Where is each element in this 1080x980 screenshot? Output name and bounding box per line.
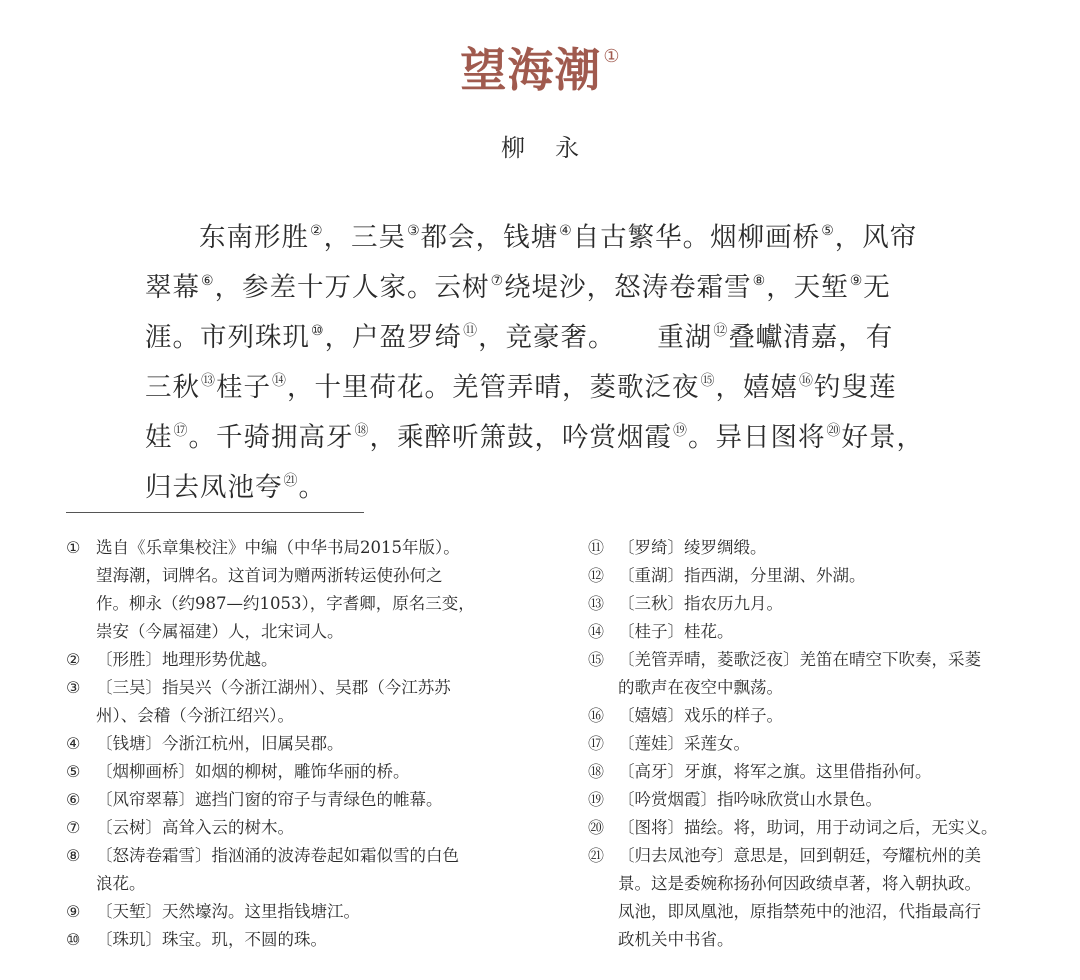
poem-text: ，参差十万人家。云树 <box>214 272 490 303</box>
footnote-item <box>588 590 1048 618</box>
footnote-number: ⑱ <box>588 762 605 781</box>
footnote-text <box>618 618 1048 646</box>
poem-text: 无 <box>863 272 891 303</box>
poem-text: ，天堑 <box>766 272 849 303</box>
poem-body <box>145 206 935 506</box>
footnote-line: 景。这是委婉称扬孙何因政绩卓著，将入朝执政。 <box>618 874 981 893</box>
title-footnote-mark: ① <box>603 46 620 67</box>
footnote-line: 〔嬉嬉〕戏乐的样子。 <box>618 706 783 725</box>
footnote-line: 〔钱塘〕今浙江杭州，旧属吴郡。 <box>96 734 344 753</box>
poem-text: 桂子 <box>216 372 271 403</box>
footnote-number: ⑪ <box>588 538 605 557</box>
footnote-line: 州）、会稽（今浙江绍兴）。 <box>96 706 294 725</box>
footnote-number: ③ <box>66 678 81 697</box>
poem-text: ，户盈罗绮 <box>324 322 463 353</box>
footnote-mark: ⑳ <box>826 423 841 439</box>
footnote-mark: ⑥ <box>201 273 214 289</box>
footnote-line: 〔云树〕高耸入云的树木。 <box>96 818 294 837</box>
footnote-item <box>588 786 1048 814</box>
footnote-line: 〔重湖〕指西湖，分里湖、外湖。 <box>618 566 866 585</box>
footnote-line: 〔三吴〕指吴兴（今浙江湖州）、吴郡（今江苏苏 <box>96 678 451 697</box>
footnote-mark: ㉑ <box>283 473 298 489</box>
footnote-mark: ⑱ <box>354 423 369 439</box>
footnote-line: 〔莲娃〕采莲女。 <box>618 734 750 753</box>
footnote-line: 〔吟赏烟霞〕指吟咏欣赏山水景色。 <box>618 790 882 809</box>
footnote-item <box>66 926 526 954</box>
footnote-mark: ⑧ <box>752 273 766 289</box>
footnote-text <box>618 534 1048 562</box>
footnotes-left-column <box>66 534 526 954</box>
footnote-line: 〔天堑〕天然壕沟。这里指钱塘江。 <box>96 902 360 921</box>
poem-text: 叠巘清嘉，有 <box>728 322 894 353</box>
footnote-line: 〔珠玑〕珠宝。玑，不圆的珠。 <box>96 930 327 949</box>
footnote-line: 凤池，即凤凰池，原指禁苑中的池沼，代指最高行 <box>618 902 981 921</box>
poem-text: ，竞豪奢。 重湖 <box>478 322 713 353</box>
poem-line <box>145 406 935 456</box>
footnote-number: ⑦ <box>66 818 81 837</box>
footnote-item <box>588 702 1048 730</box>
footnote-mark: ③ <box>407 223 420 239</box>
footnote-number: ⑬ <box>588 594 605 613</box>
poem-line <box>145 456 935 506</box>
footnote-item <box>588 534 1048 562</box>
footnote-text <box>618 758 1048 786</box>
footnote-line: 〔烟柳画桥〕如烟的柳树，雕饰华丽的桥。 <box>96 762 410 781</box>
footnote-text <box>96 534 526 646</box>
footnote-text <box>96 786 526 814</box>
footnote-number: ⑲ <box>588 790 605 809</box>
footnote-number: ⑩ <box>66 930 81 949</box>
footnote-line: 作。柳永（约987—约1053），字耆卿，原名三变， <box>96 594 475 613</box>
poem-text: ，乘醉听箫鼓，吟赏烟霞 <box>369 422 672 453</box>
footnote-mark: ⑨ <box>849 273 863 289</box>
footnote-mark: ⑯ <box>799 373 813 389</box>
footnote-text <box>618 702 1048 730</box>
footnote-text <box>618 646 1048 702</box>
footnote-text <box>618 842 1048 954</box>
footnote-number: ④ <box>66 734 81 753</box>
footnote-mark: ② <box>310 223 323 239</box>
footnote-number: ⑥ <box>66 790 81 809</box>
footnote-item <box>66 814 526 842</box>
footnote-item <box>66 758 526 786</box>
footnote-line: 望海潮，词牌名。这首词为赠两浙转运使孙何之 <box>96 566 443 585</box>
footnote-line: 〔图将〕描绘。将，助词，用于动词之后，无实义。 <box>618 818 998 837</box>
footnote-line: 〔羌管弄晴，菱歌泛夜〕羌笛在晴空下吹奏，采菱 <box>618 650 981 669</box>
footnote-text <box>96 814 526 842</box>
footnote-mark: ⑰ <box>173 423 188 439</box>
poem-text: 绕堤沙，怒涛卷霜雪 <box>504 272 752 303</box>
footnote-line: 〔桂子〕桂花。 <box>618 622 734 641</box>
poem-text: 涯。市列珠玑 <box>145 322 310 353</box>
footnote-number: ⑭ <box>588 622 605 641</box>
poem-text: 。 <box>298 472 326 503</box>
footnote-number: ② <box>66 650 81 669</box>
footnote-number: ⑨ <box>66 902 81 921</box>
footnote-mark: ⑬ <box>201 373 215 389</box>
footnote-text <box>618 590 1048 618</box>
footnote-number: ⑰ <box>588 734 605 753</box>
footnote-item <box>588 646 1048 702</box>
poem-line <box>145 206 935 256</box>
poem-text: ，三吴 <box>323 222 407 253</box>
footnote-number: ⑤ <box>66 762 81 781</box>
footnote-line: 〔怒涛卷霜雪〕指汹涌的波涛卷起如霜似雪的白色 <box>96 846 459 865</box>
poem-text: 归去凤池夸 <box>145 472 283 503</box>
footnote-line: 政机关中书省。 <box>618 930 734 949</box>
footnote-line: 的歌声在夜空中飘荡。 <box>618 678 783 697</box>
footnote-item <box>588 618 1048 646</box>
poem-text: 东南形胜 <box>199 222 309 253</box>
footnote-number: ⑧ <box>66 846 81 865</box>
footnote-text <box>618 814 1048 842</box>
footnote-item <box>66 898 526 926</box>
poem-text: 钓叟莲 <box>814 372 897 403</box>
footnote-item <box>588 758 1048 786</box>
footnote-text <box>618 562 1048 590</box>
footnote-item <box>588 562 1048 590</box>
footnote-item <box>588 814 1048 842</box>
footnote-number: ㉑ <box>588 846 605 865</box>
footnote-line: 〔三秋〕指农历九月。 <box>618 594 783 613</box>
footnote-item <box>588 730 1048 758</box>
poem-line <box>145 256 935 306</box>
footnote-mark: ⑫ <box>713 323 728 339</box>
poem-line <box>145 306 935 356</box>
poem-text: ，嬉嬉 <box>715 372 798 403</box>
footnote-number: ⑯ <box>588 706 605 725</box>
footnote-item <box>588 842 1048 954</box>
poem-title: 望海潮 <box>460 43 602 97</box>
poem-text: ，风帘 <box>834 222 918 253</box>
poem-text: 娃 <box>145 422 173 453</box>
footnote-mark: ⑭ <box>272 373 286 389</box>
footnote-line: 〔高牙〕牙旗，将军之旗。这里借指孙何。 <box>618 762 932 781</box>
footnote-text <box>618 730 1048 758</box>
footnote-item <box>66 842 526 898</box>
footnote-mark: ④ <box>559 223 572 239</box>
footnote-line: 崇安（今属福建）人，北宋词人。 <box>96 622 344 641</box>
footnote-mark: ⑤ <box>821 223 834 239</box>
footnote-line: 〔风帘翠幕〕遮挡门窗的帘子与青绿色的帷幕。 <box>96 790 443 809</box>
footnote-line: 〔罗绮〕绫罗绸缎。 <box>618 538 767 557</box>
footnote-mark: ⑪ <box>463 323 478 339</box>
poem-text: 自古繁华。烟柳画桥 <box>572 222 821 253</box>
footnote-item <box>66 534 526 646</box>
footnote-mark: ⑦ <box>490 273 504 289</box>
footnote-item <box>66 674 526 730</box>
footnote-text <box>96 646 526 674</box>
author-name: 柳永 <box>501 134 609 162</box>
footnote-item <box>66 646 526 674</box>
footnote-mark: ⑲ <box>673 423 687 439</box>
footnote-line: 〔归去凤池夸〕意思是，回到朝廷，夸耀杭州的美 <box>618 846 981 865</box>
footnote-mark: ⑮ <box>700 373 715 389</box>
footnotes-right-column <box>588 534 1048 954</box>
footnote-text <box>96 926 526 954</box>
poem-line <box>145 356 935 406</box>
poem-text: ，十里荷花。羌管弄晴，菱歌泛夜 <box>287 372 700 403</box>
footnote-line: 〔形胜〕地理形势优越。 <box>96 650 278 669</box>
footnote-text <box>618 786 1048 814</box>
footnote-number: ⑳ <box>588 818 605 837</box>
footnote-text <box>96 842 526 898</box>
title-block <box>0 34 1080 100</box>
poem-text: 翠幕 <box>145 272 200 303</box>
footnote-line: 选自《乐章集校注》中编（中华书局2015年版）。 <box>96 538 460 557</box>
footnote-item <box>66 730 526 758</box>
footnote-text <box>96 730 526 758</box>
footnote-item <box>66 786 526 814</box>
footnote-mark: ⑩ <box>311 323 324 339</box>
poem-text: 三秋 <box>145 372 200 403</box>
footnote-number: ① <box>66 538 81 557</box>
poem-text: 。异日图将 <box>688 422 826 453</box>
footnote-text <box>96 758 526 786</box>
poem-text: 。千骑拥高牙 <box>188 422 354 453</box>
footnote-line: 浪花。 <box>96 874 146 893</box>
footnote-divider <box>66 512 364 513</box>
footnote-number: ⑮ <box>588 650 605 669</box>
footnote-number: ⑫ <box>588 566 605 585</box>
poem-text: 好景， <box>841 422 924 453</box>
poem-text: 都会，钱塘 <box>420 222 559 253</box>
footnote-text <box>96 674 526 730</box>
footnote-text <box>96 898 526 926</box>
